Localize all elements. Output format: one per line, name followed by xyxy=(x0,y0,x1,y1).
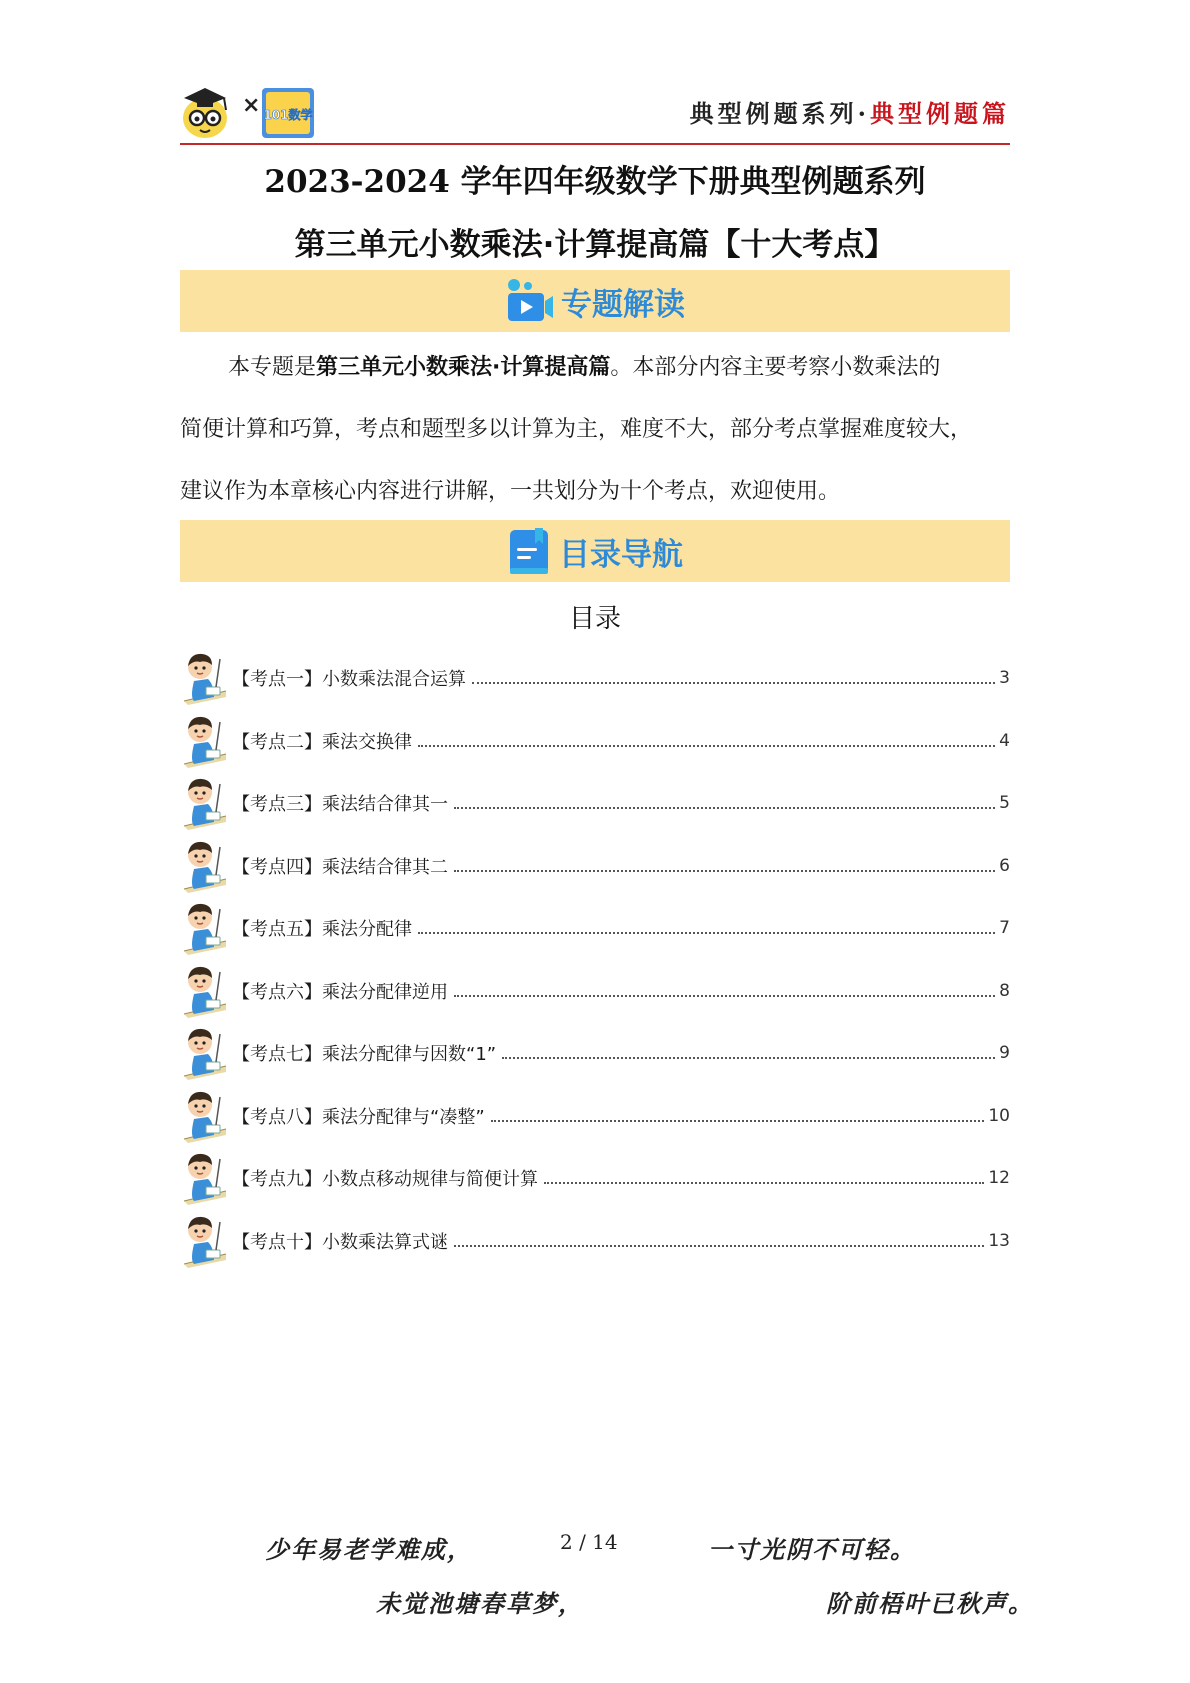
toc-leader-dots xyxy=(472,682,995,684)
toc-entry-page: 13 xyxy=(988,1230,1010,1251)
toc-entry[interactable] xyxy=(180,647,1010,710)
poem-line-4: 阶前梧叶已秋声。 xyxy=(826,1589,1034,1618)
title-year: 2023-2024 xyxy=(264,164,450,200)
header-divider xyxy=(180,143,1010,145)
boy-reading-icon xyxy=(180,964,230,1018)
poem-line-2: 一寸光阴不可轻。 xyxy=(708,1535,916,1564)
graduate-mascot-icon xyxy=(180,82,320,142)
title-rest: 学年四年级数学下册典型例题系列 xyxy=(449,164,926,200)
document-bookmark-icon xyxy=(507,526,553,576)
intro-line-1 xyxy=(228,350,1058,381)
boy-reading-icon xyxy=(180,1151,230,1205)
toc-entry-page: 3 xyxy=(999,668,1010,689)
intro-lead: 本专题是 xyxy=(228,355,317,380)
header-series xyxy=(690,94,1010,129)
page-subtitle: 第三单元小数乘法·计算提高篇【十大考点】 xyxy=(294,227,896,263)
page-title xyxy=(180,156,1010,201)
toc-entry[interactable] xyxy=(180,1210,1010,1273)
toc-entry[interactable] xyxy=(180,1147,1010,1210)
boy-reading-icon xyxy=(180,1089,230,1143)
toc-leader-dots xyxy=(454,807,995,809)
toc-entry-page: 9 xyxy=(999,1043,1010,1064)
toc-entry-title: 【考点十】小数乘法算式谜 xyxy=(232,1231,448,1253)
toc-leader-dots xyxy=(491,1120,985,1122)
toc-leader-dots xyxy=(454,870,995,872)
toc-banner-label: 目录导航 xyxy=(559,536,683,573)
times-sign: × xyxy=(242,93,261,118)
toc-entry-title: 【考点八】乘法分配律与“凑整” xyxy=(232,1106,485,1128)
toc-entry[interactable] xyxy=(180,1022,1010,1085)
header-separator: · xyxy=(857,99,870,128)
toc-entry[interactable] xyxy=(180,1085,1010,1148)
toc-leader-dots xyxy=(502,1057,995,1059)
app-logo-text: 101数学 xyxy=(263,108,313,122)
boy-reading-icon xyxy=(180,651,230,705)
toc-entry-page: 5 xyxy=(999,793,1010,814)
toc-entry[interactable] xyxy=(180,835,1010,898)
toc-banner xyxy=(180,520,1010,582)
intro-tail: 。本部分内容主要考察小数乘法的 xyxy=(610,355,941,380)
toc-leader-dots xyxy=(418,932,995,934)
toc-entry-page: 4 xyxy=(999,730,1010,751)
boy-reading-icon xyxy=(180,1026,230,1080)
boy-reading-icon xyxy=(180,714,230,768)
toc-leader-dots xyxy=(454,1245,984,1247)
toc-heading: 目录 xyxy=(568,604,621,634)
header-logos xyxy=(180,82,320,142)
toc-leader-dots xyxy=(418,745,995,747)
toc-entry[interactable] xyxy=(180,772,1010,835)
toc-entry-title: 【考点五】乘法分配律 xyxy=(232,919,412,941)
toc-entry-title: 【考点三】乘法结合律其一 xyxy=(232,794,448,816)
poem-line-3: 未觉池塘春草梦， xyxy=(376,1589,584,1618)
toc-leader-dots xyxy=(544,1182,984,1184)
toc-entry[interactable] xyxy=(180,710,1010,773)
toc-entry-title: 【考点九】小数点移动规律与简便计算 xyxy=(232,1169,538,1191)
topic-banner-label: 专题解读 xyxy=(561,286,685,323)
video-play-icon xyxy=(505,277,555,325)
toc-entry-title: 【考点一】小数乘法混合运算 xyxy=(232,669,466,691)
intro-line-3: 建议作为本章核心内容进行讲解，一共划分为十个考点，欢迎使用。 xyxy=(180,479,841,504)
boy-reading-icon xyxy=(180,776,230,830)
toc-entry-page: 12 xyxy=(988,1168,1010,1189)
toc-entry-page: 6 xyxy=(999,855,1010,876)
toc-entry-title: 【考点六】乘法分配律逆用 xyxy=(232,981,448,1003)
intro-bold: 第三单元小数乘法·计算提高篇 xyxy=(316,355,611,380)
toc-entry-page: 7 xyxy=(999,918,1010,939)
toc-entry-title: 【考点四】乘法结合律其二 xyxy=(232,856,448,878)
toc-entry[interactable] xyxy=(180,897,1010,960)
boy-reading-icon xyxy=(180,1214,230,1268)
page-indicator: 2 / 14 xyxy=(560,1530,618,1554)
toc-list xyxy=(180,647,1010,1272)
toc-entry-page: 8 xyxy=(999,980,1010,1001)
toc-entry-title: 【考点七】乘法分配律与因数“1” xyxy=(232,1044,497,1066)
toc-entry-page: 10 xyxy=(988,1105,1010,1126)
header-series-label: 典型例题系列 xyxy=(689,99,858,128)
poem-line-1: 少年易老学难成， xyxy=(265,1535,473,1564)
toc-leader-dots xyxy=(454,995,995,997)
toc-entry[interactable] xyxy=(180,960,1010,1023)
boy-reading-icon xyxy=(180,901,230,955)
boy-reading-icon xyxy=(180,839,230,893)
toc-entry-title: 【考点二】乘法交换律 xyxy=(232,731,412,753)
intro-line-2: 简便计算和巧算，考点和题型多以计算为主，难度不大，部分考点掌握难度较大， xyxy=(180,417,973,442)
header-series-accent: 典型例题篇 xyxy=(870,99,1010,128)
topic-banner xyxy=(180,270,1010,332)
